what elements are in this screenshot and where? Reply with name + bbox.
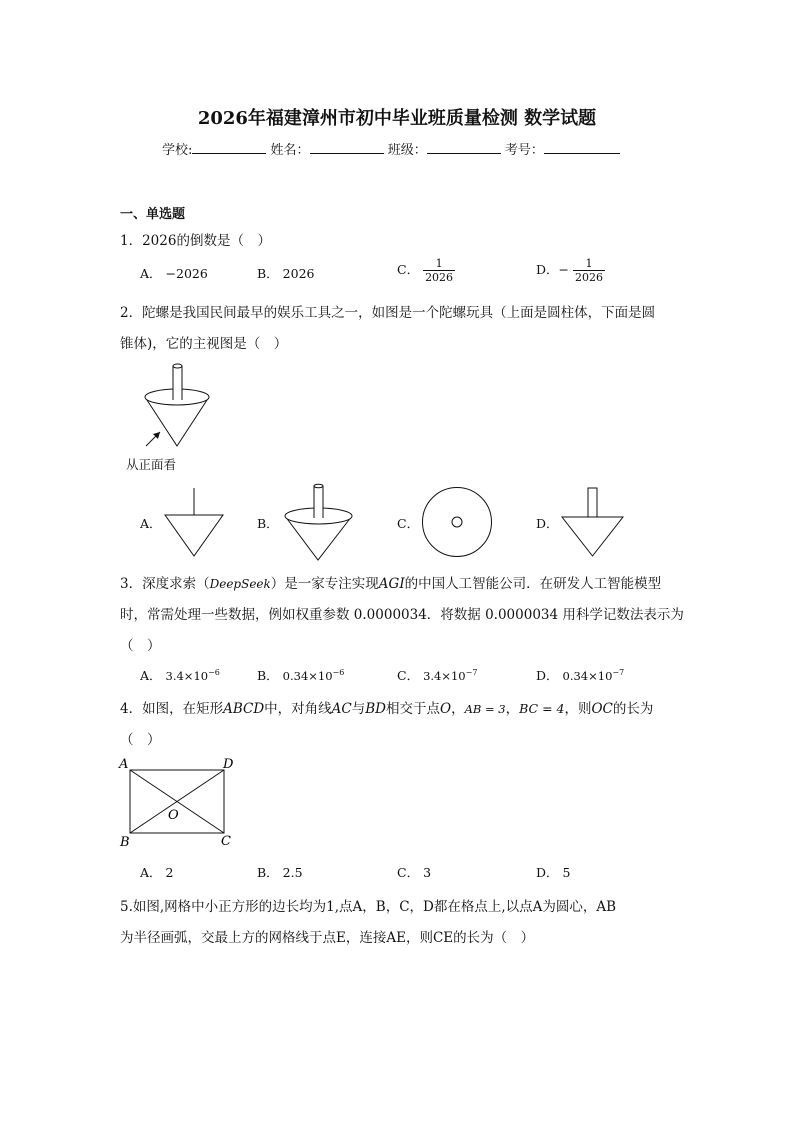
- q5-stem-line2: 为半径画弧，交最上方的网格线于点E，连接AE，则CE的长为（ ）: [120, 930, 535, 946]
- q5-stem-line1: 5.如图,网格中小正方形的边长均为1,点A，B，C，D都在格点上,以点A为圆心，AB: [120, 899, 617, 915]
- option-text: 2.5: [282, 865, 303, 880]
- text: ）是一家专注实现: [270, 576, 379, 592]
- text: ，: [451, 701, 465, 717]
- q2-stem-line2: 锥体)，它的主视图是（ ）: [120, 336, 288, 352]
- q2-option-c-figure: [421, 486, 493, 558]
- option-exponent: −7: [465, 667, 478, 677]
- minus-sign: −: [558, 262, 570, 277]
- q1-option-d[interactable]: [536, 257, 605, 284]
- option-letter: C．: [397, 668, 420, 683]
- text: 相交于点: [386, 701, 441, 717]
- label-a: A: [119, 757, 129, 772]
- school-label: 学校:: [162, 143, 193, 158]
- text: ，则: [564, 701, 592, 717]
- q3-stem-line2: 时，常需处理一些数据，例如权重参数 0.0000034．将数据 0.0000034 用科学记数法表示为: [120, 607, 684, 623]
- option-letter: C．: [397, 516, 420, 531]
- option-letter: B．: [257, 865, 279, 880]
- q2-option-b[interactable]: [257, 514, 279, 532]
- q4-option-d[interactable]: [536, 863, 570, 881]
- q4-stem-line2: （ ）: [120, 732, 161, 748]
- text: 的长为: [612, 701, 654, 717]
- q3-option-d[interactable]: [536, 666, 624, 684]
- text: ，: [505, 701, 520, 717]
- option-letter: D．: [536, 262, 559, 277]
- fraction: [573, 257, 605, 284]
- deepseek-name: DeepSeek: [209, 577, 271, 591]
- label-d: D: [223, 757, 234, 772]
- rectangle-abcd-figure: [118, 756, 242, 852]
- fraction: [423, 257, 455, 284]
- math-term: AB = 3: [464, 702, 506, 716]
- option-exponent: −7: [612, 667, 625, 677]
- option-letter: C．: [397, 262, 420, 277]
- q1-option-a[interactable]: [140, 264, 208, 282]
- option-text: 5: [562, 865, 571, 880]
- option-letter: B．: [257, 516, 279, 531]
- option-base: 0.34×10: [562, 669, 613, 683]
- denominator: 2026: [425, 271, 454, 284]
- label-c: C: [221, 834, 231, 849]
- math-term: ABCD: [223, 701, 265, 717]
- q4-option-c[interactable]: [397, 863, 431, 881]
- option-base: 3.4×10: [165, 669, 209, 683]
- label-o: O: [168, 808, 179, 823]
- q3-option-a[interactable]: [140, 666, 220, 684]
- q2-option-a[interactable]: [140, 514, 162, 532]
- option-letter: B．: [257, 266, 279, 281]
- student-info-line: [162, 139, 620, 158]
- q1-option-c[interactable]: [397, 257, 455, 284]
- q2-option-a-figure: [163, 488, 225, 558]
- q4-stem-line1: [120, 697, 653, 717]
- q4-option-b[interactable]: [257, 863, 303, 881]
- agi-term: AGI: [378, 576, 405, 592]
- option-letter: A．: [140, 865, 162, 880]
- q3-stem-line3: （ ）: [120, 638, 161, 654]
- math-term: BD: [365, 701, 387, 717]
- q3-stem-line1: [120, 572, 661, 592]
- option-exponent: −6: [332, 667, 345, 677]
- option-text: 2026: [282, 266, 315, 281]
- option-exponent: −6: [208, 667, 220, 677]
- exam-no-blank[interactable]: [544, 141, 620, 154]
- numerator: 1: [423, 257, 455, 271]
- q2-option-b-figure: [283, 484, 355, 562]
- math-term: BC = 4: [519, 701, 565, 716]
- name-label: 姓名：: [270, 143, 310, 158]
- q3-option-b[interactable]: [257, 666, 344, 684]
- q3-option-c[interactable]: [397, 666, 477, 684]
- q2-option-c[interactable]: [397, 514, 419, 532]
- school-blank[interactable]: [192, 141, 266, 154]
- option-base: 3.4×10: [423, 669, 466, 683]
- label-b: B: [120, 835, 130, 850]
- q2-option-d[interactable]: [536, 514, 559, 532]
- page-title: 2026年福建漳州市初中毕业班质量检测 数学试题: [197, 108, 597, 129]
- option-letter: D．: [536, 516, 559, 531]
- class-label: 班级：: [387, 143, 427, 158]
- q2-stem-line1: 2．陀螺是我国民间最早的娱乐工具之一，如图是一个陀螺玩具（上面是圆柱体，下面是圆: [120, 305, 656, 321]
- option-letter: D．: [536, 865, 559, 880]
- class-blank[interactable]: [427, 141, 501, 154]
- exam-no-label: 考号：: [504, 143, 544, 158]
- text: 3．深度求索（: [120, 576, 210, 592]
- option-letter: A．: [140, 668, 162, 683]
- q1-stem: 1．2026的倒数是（ ）: [120, 233, 271, 249]
- option-letter: B．: [257, 668, 279, 683]
- q1-option-b[interactable]: [257, 264, 314, 282]
- text: 与: [351, 701, 366, 717]
- math-term: OC: [591, 701, 613, 717]
- option-base: 0.34×10: [282, 669, 333, 683]
- numerator: 1: [573, 257, 605, 271]
- name-blank[interactable]: [310, 141, 384, 154]
- text: 4．如图，在矩形: [120, 701, 224, 717]
- option-text: 2: [165, 865, 174, 880]
- denominator: 2026: [575, 271, 603, 284]
- text: 中，对角线: [264, 701, 332, 717]
- section-heading: 一、单选题: [120, 207, 186, 222]
- option-text: −2026: [165, 266, 208, 281]
- text: 的中国人工智能公司．在研发人工智能模型: [404, 576, 662, 592]
- option-letter: A．: [140, 516, 162, 531]
- option-text: 3: [423, 865, 432, 880]
- option-letter: C．: [397, 865, 420, 880]
- option-letter: D．: [536, 668, 559, 683]
- option-letter: A．: [140, 266, 162, 281]
- q4-option-a[interactable]: [140, 863, 173, 881]
- math-term: O: [440, 701, 452, 717]
- math-term: AC: [331, 701, 352, 717]
- q2-option-d-figure: [560, 486, 626, 558]
- spinning-top-figure: [120, 360, 230, 460]
- view-direction-caption: 从正面看: [126, 457, 177, 472]
